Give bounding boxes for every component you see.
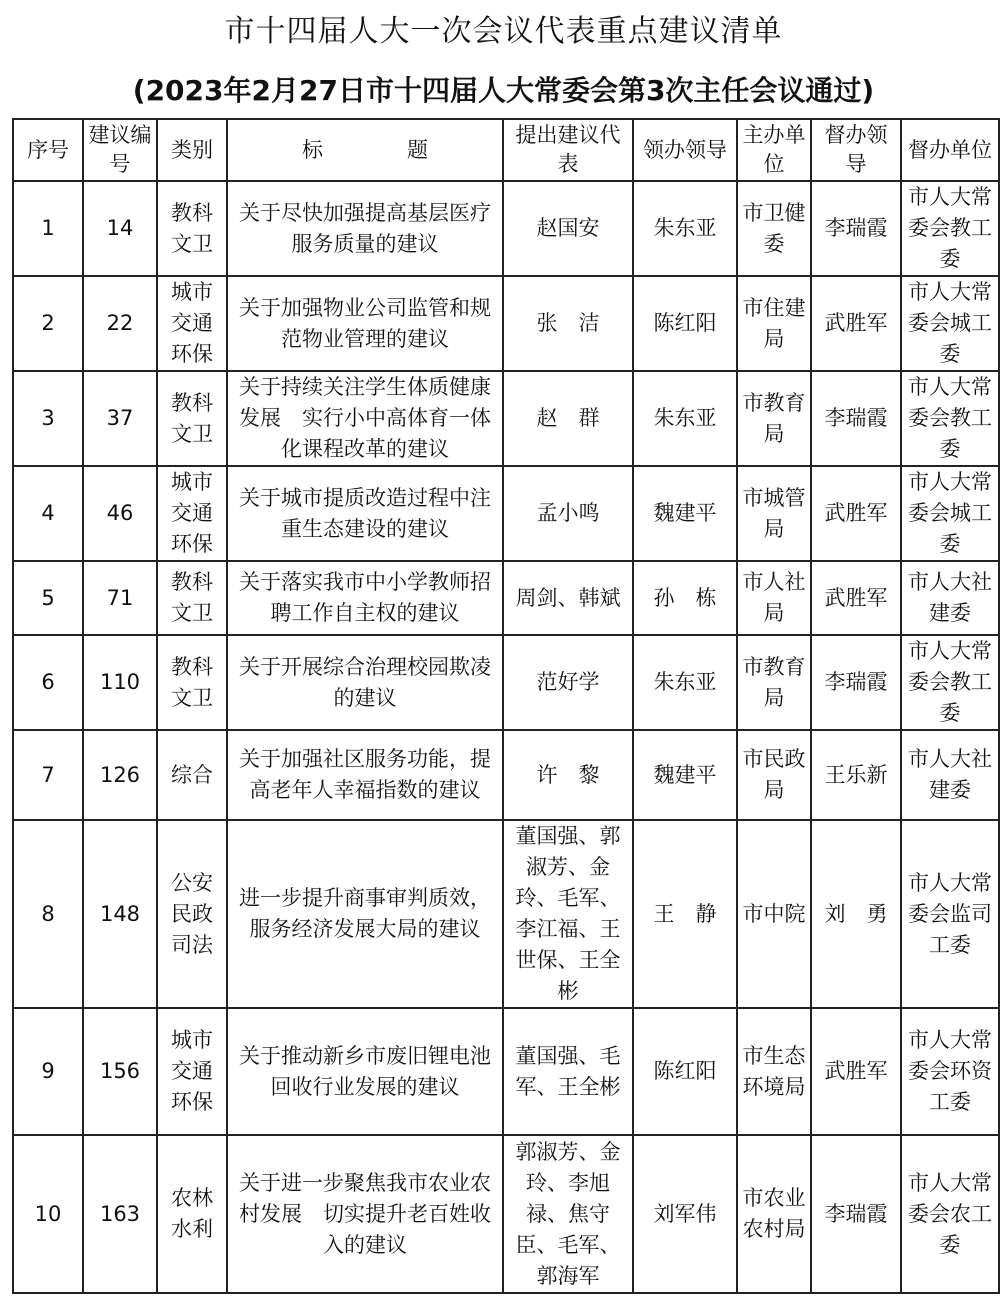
- table-row: [13, 276, 999, 371]
- cell-no: 14: [83, 181, 157, 276]
- cell-reps: 张 洁: [503, 276, 633, 371]
- cell-title: 关于落实我市中小学教师招聘工作自主权的建议: [227, 561, 503, 635]
- table-row: [13, 561, 999, 635]
- table-row: [13, 371, 999, 466]
- cell-sup-unit: 市人大常委会监司工委: [901, 820, 999, 1008]
- cell-sup-unit: 市人大社建委: [901, 561, 999, 635]
- cell-seq: 2: [13, 276, 83, 371]
- cell-sup-unit: 市人大常委会城工委: [901, 276, 999, 371]
- cell-sup-unit: 市人大常委会教工委: [901, 635, 999, 730]
- recommendations-table: [12, 118, 1000, 1294]
- cell-title: 进一步提升商事审判质效，服务经济发展大局的建议: [227, 820, 503, 1008]
- header-title: 标 题: [227, 119, 503, 181]
- cell-category: 农林水利: [157, 1135, 227, 1293]
- cell-lead: 朱东亚: [633, 635, 737, 730]
- header-sup-unit: 督办单位: [901, 119, 999, 181]
- cell-host: 市人社局: [737, 561, 811, 635]
- cell-host: 市教育局: [737, 371, 811, 466]
- cell-host: 市住建局: [737, 276, 811, 371]
- cell-supervisor: 刘 勇: [811, 820, 901, 1008]
- cell-category: 教科文卫: [157, 635, 227, 730]
- cell-category: 教科文卫: [157, 181, 227, 276]
- cell-title: 关于推动新乡市废旧锂电池回收行业发展的建议: [227, 1008, 503, 1135]
- cell-sup-unit: 市人大常委会农工委: [901, 1135, 999, 1293]
- cell-lead: 刘军伟: [633, 1135, 737, 1293]
- cell-seq: 4: [13, 466, 83, 561]
- cell-title: 关于加强物业公司监管和规范物业管理的建议: [227, 276, 503, 371]
- cell-category: 城市交通环保: [157, 1008, 227, 1135]
- table-header-row: [13, 119, 999, 181]
- header-no: 建议编号: [83, 119, 157, 181]
- cell-category: 城市交通环保: [157, 276, 227, 371]
- cell-title: 关于尽快加强提高基层医疗服务质量的建议: [227, 181, 503, 276]
- cell-seq: 7: [13, 730, 83, 820]
- cell-category: 教科文卫: [157, 371, 227, 466]
- cell-supervisor: 武胜军: [811, 1008, 901, 1135]
- cell-lead: 陈红阳: [633, 1008, 737, 1135]
- cell-seq: 1: [13, 181, 83, 276]
- cell-sup-unit: 市人大常委会环资工委: [901, 1008, 999, 1135]
- header-reps: 提出建议代表: [503, 119, 633, 181]
- cell-sup-unit: 市人大常委会城工委: [901, 466, 999, 561]
- cell-title: 关于进一步聚焦我市农业农村发展 切实提升老百姓收入的建议: [227, 1135, 503, 1293]
- header-seq: 序号: [13, 119, 83, 181]
- cell-lead: 魏建平: [633, 730, 737, 820]
- cell-seq: 9: [13, 1008, 83, 1135]
- cell-host: 市教育局: [737, 635, 811, 730]
- cell-supervisor: 李瑞霞: [811, 181, 901, 276]
- cell-reps: 董国强、郭淑芳、金玲、毛军、李江福、王世保、王全彬: [503, 820, 633, 1008]
- cell-no: 46: [83, 466, 157, 561]
- header-lead: 领办领导: [633, 119, 737, 181]
- cell-seq: 5: [13, 561, 83, 635]
- cell-category: 城市交通环保: [157, 466, 227, 561]
- cell-no: 37: [83, 371, 157, 466]
- header-category: 类别: [157, 119, 227, 181]
- cell-reps: 赵 群: [503, 371, 633, 466]
- cell-host: 市农业农村局: [737, 1135, 811, 1293]
- cell-category: 教科文卫: [157, 561, 227, 635]
- cell-host: 市中院: [737, 820, 811, 1008]
- cell-seq: 10: [13, 1135, 83, 1293]
- cell-seq: 6: [13, 635, 83, 730]
- cell-reps: 许 黎: [503, 730, 633, 820]
- cell-sup-unit: 市人大社建委: [901, 730, 999, 820]
- cell-host: 市城管局: [737, 466, 811, 561]
- cell-supervisor: 李瑞霞: [811, 1135, 901, 1293]
- cell-host: 市卫健委: [737, 181, 811, 276]
- cell-sup-unit: 市人大常委会教工委: [901, 371, 999, 466]
- cell-lead: 孙 栋: [633, 561, 737, 635]
- cell-reps: 董国强、毛军、王全彬: [503, 1008, 633, 1135]
- table-row: [13, 1008, 999, 1135]
- cell-reps: 周剑、韩斌: [503, 561, 633, 635]
- cell-lead: 朱东亚: [633, 371, 737, 466]
- table-row: [13, 181, 999, 276]
- cell-host: 市民政局: [737, 730, 811, 820]
- cell-sup-unit: 市人大常委会教工委: [901, 181, 999, 276]
- cell-category: 综合: [157, 730, 227, 820]
- cell-title: 关于持续关注学生体质健康发展 实行小中高体育一体化课程改革的建议: [227, 371, 503, 466]
- cell-reps: 孟小鸣: [503, 466, 633, 561]
- page-title: 市十四届人大一次会议代表重点建议清单: [224, 14, 783, 49]
- cell-supervisor: 武胜军: [811, 276, 901, 371]
- cell-title: 关于开展综合治理校园欺凌的建议: [227, 635, 503, 730]
- table-row: [13, 730, 999, 820]
- header-supervisor: 督办领导: [811, 119, 901, 181]
- cell-title: 关于加强社区服务功能，提高老年人幸福指数的建议: [227, 730, 503, 820]
- cell-supervisor: 武胜军: [811, 466, 901, 561]
- page-subtitle: (2023年2月27日市十四届人大常委会第3次主任会议通过): [132, 74, 875, 107]
- cell-no: 71: [83, 561, 157, 635]
- cell-no: 163: [83, 1135, 157, 1293]
- cell-supervisor: 武胜军: [811, 561, 901, 635]
- cell-lead: 魏建平: [633, 466, 737, 561]
- cell-lead: 王 静: [633, 820, 737, 1008]
- cell-supervisor: 王乐新: [811, 730, 901, 820]
- cell-seq: 8: [13, 820, 83, 1008]
- cell-no: 110: [83, 635, 157, 730]
- cell-reps: 郭淑芳、金玲、李旭禄、焦守臣、毛军、郭海军: [503, 1135, 633, 1293]
- cell-lead: 朱东亚: [633, 181, 737, 276]
- cell-supervisor: 李瑞霞: [811, 635, 901, 730]
- header-host: 主办单位: [737, 119, 811, 181]
- cell-reps: 范好学: [503, 635, 633, 730]
- table-row: [13, 466, 999, 561]
- cell-category: 公安民政司法: [157, 820, 227, 1008]
- cell-lead: 陈红阳: [633, 276, 737, 371]
- cell-no: 126: [83, 730, 157, 820]
- table-row: [13, 820, 999, 1008]
- cell-no: 156: [83, 1008, 157, 1135]
- cell-no: 22: [83, 276, 157, 371]
- cell-title: 关于城市提质改造过程中注重生态建设的建议: [227, 466, 503, 561]
- cell-reps: 赵国安: [503, 181, 633, 276]
- table-row: [13, 1135, 999, 1293]
- cell-seq: 3: [13, 371, 83, 466]
- cell-no: 148: [83, 820, 157, 1008]
- cell-host: 市生态环境局: [737, 1008, 811, 1135]
- table-row: [13, 635, 999, 730]
- cell-supervisor: 李瑞霞: [811, 371, 901, 466]
